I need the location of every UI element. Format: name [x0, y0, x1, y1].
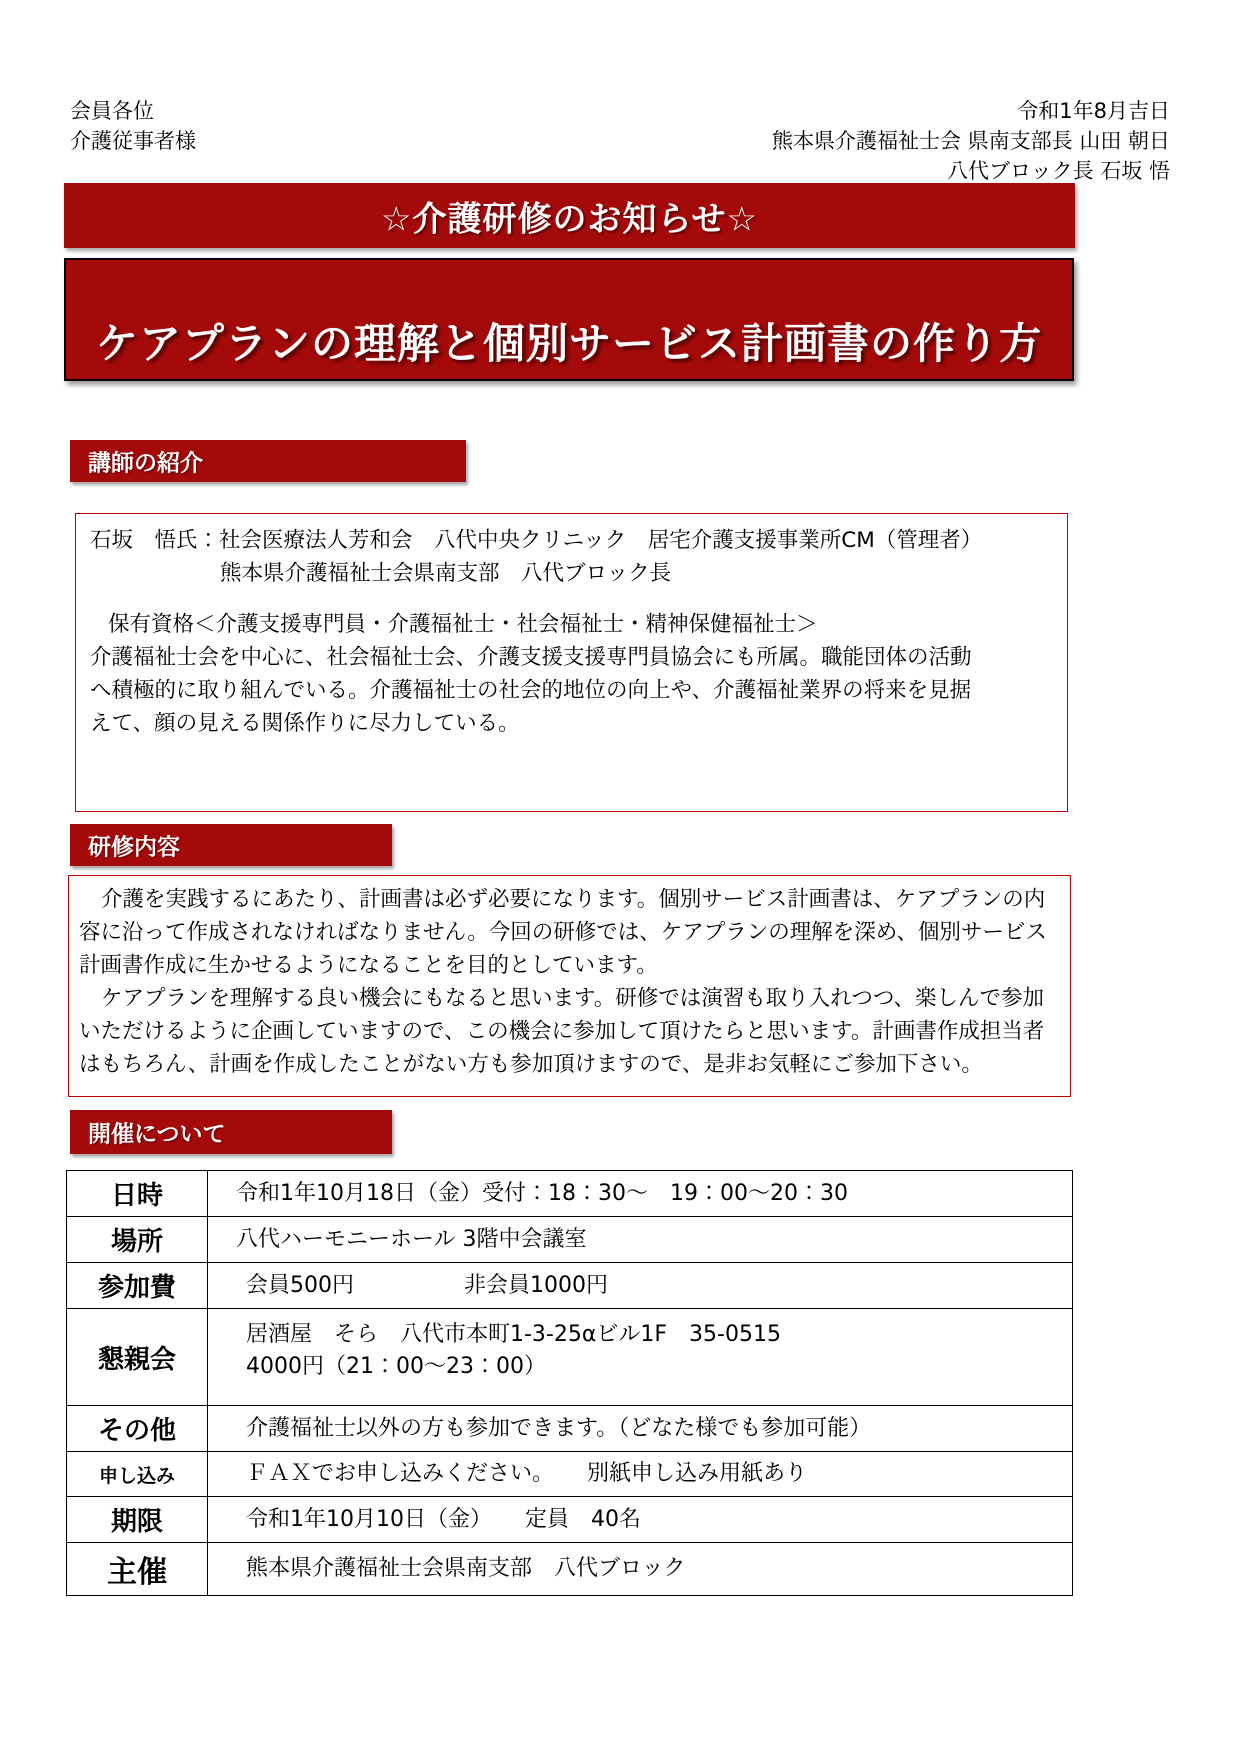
- table-row: [67, 1217, 1073, 1263]
- issuer-block: [772, 96, 1170, 186]
- content-body: [79, 883, 1062, 1081]
- row-value-organizer: 熊本県介護福祉士会県南支部 八代ブロック: [208, 1543, 1073, 1596]
- instructor-desc-line-3: えて、顔の見える関係作りに尽力している。: [90, 711, 520, 736]
- row-label-datetime: 日時: [67, 1171, 208, 1217]
- table-row: [67, 1263, 1073, 1309]
- issuer-line-1: 熊本県介護福祉士会 県南支部長 山田 朝日: [771, 129, 1170, 153]
- table-row: [67, 1171, 1073, 1217]
- section-header-content-label: 研修内容: [88, 834, 180, 861]
- row-value-application: ＦＡＸでお申し込みください。 別紙申し込み用紙あり: [208, 1452, 1073, 1497]
- row-value-social-line-1: 居酒屋 そら 八代市本町1-3-25αビル1F 35-0515: [246, 1322, 781, 1347]
- table-row: [67, 1406, 1073, 1452]
- section-header-content: [70, 824, 392, 866]
- main-title-banner: [64, 258, 1074, 381]
- instructor-desc-line-1: 介護福祉士会を中心に、社会福祉士会、介護支援支援専門員協会にも所属。職能団体の活動: [90, 645, 972, 670]
- instructor-box: [75, 513, 1068, 812]
- instructor-bio: [90, 524, 1059, 740]
- row-label-application: 申し込み: [67, 1452, 208, 1497]
- section-header-event-label: 開催について: [88, 1121, 226, 1148]
- row-value-other: 介護福祉士以外の方も参加できます。（どなた様でも参加可能）: [208, 1406, 1073, 1452]
- instructor-name-line: 石坂 悟氏：社会医療法人芳和会 八代中央クリニック 居宅介護支援事業所CM（管理者）: [90, 528, 983, 553]
- content-paragraph-2: ケアプランを理解する良い機会にもなると思います。研修では演習も取り入れつつ、楽しんで参加いただけるように企画していますので、この機会に参加して頂けたらと思います。計画書作成担当者はもちろん、計画を作成したことがない方も参加頂けますので、是非お気軽にご参加下さい。: [79, 986, 1045, 1077]
- main-title-text: ケアプランの理解と個別サービス計画書の作り方: [95, 319, 1042, 368]
- row-label-fee: 参加費: [67, 1263, 208, 1309]
- row-label-venue: 場所: [67, 1217, 208, 1263]
- section-header-instructor: [70, 440, 466, 482]
- announcement-banner-text: ☆介護研修のお知らせ☆: [381, 199, 758, 239]
- row-value-deadline: 令和1年10月10日（金） 定員 40名: [208, 1497, 1073, 1543]
- bio-spacer: [90, 590, 1059, 608]
- row-label-organizer: 主催: [67, 1543, 208, 1596]
- announcement-banner: [64, 183, 1075, 248]
- content-box: [68, 875, 1071, 1097]
- row-value-social: [208, 1309, 1073, 1406]
- row-label-deadline: 期限: [67, 1497, 208, 1543]
- table-row: [67, 1452, 1073, 1497]
- instructor-qualifications: 保有資格＜介護支援専門員・介護福祉士・社会福祉士・精神保健福祉士＞: [108, 612, 818, 637]
- row-value-social-line-2: 4000円（21：00～23：00）: [246, 1354, 546, 1379]
- row-value-venue: 八代ハーモニーホール 3階中会議室: [208, 1217, 1073, 1263]
- content-paragraph-1: 介護を実践するにあたり、計画書は必ず必要になります。個別サービス計画書は、ケアプランの内容に沿って作成されなければなりません。今回の研修では、ケアプランの理解を深め、個別サービス計画書作成に生かせるようになることを目的としています。: [79, 887, 1047, 978]
- section-header-event: [70, 1110, 392, 1154]
- instructor-desc-line-2: へ積極的に取り組んでいる。介護福祉士の社会的地位の向上や、介護福祉業界の将来を見据: [90, 678, 972, 703]
- addressee-block: [70, 96, 196, 156]
- issuer-line-2: 八代ブロック長 石坂 悟: [947, 159, 1170, 183]
- instructor-affiliation-line: 熊本県介護福祉士会県南支部 八代ブロック長: [220, 561, 672, 586]
- row-value-fee: 会員500円 非会員1000円: [208, 1263, 1073, 1309]
- addressee-line-1: 会員各位: [70, 99, 154, 123]
- table-row: [67, 1543, 1073, 1596]
- section-header-instructor-label: 講師の紹介: [88, 450, 203, 477]
- row-label-social: 懇親会: [67, 1309, 208, 1406]
- row-label-other: その他: [67, 1406, 208, 1452]
- table-row: [67, 1497, 1073, 1543]
- row-value-datetime: 令和1年10月18日（金）受付：18：30～ 19：00～20：30: [208, 1171, 1073, 1217]
- event-details-table: [66, 1170, 1073, 1596]
- table-row: [67, 1309, 1073, 1406]
- addressee-line-2: 介護従事者様: [70, 129, 196, 153]
- issue-date: 令和1年8月吉日: [1017, 99, 1170, 123]
- letterhead: [70, 96, 1170, 183]
